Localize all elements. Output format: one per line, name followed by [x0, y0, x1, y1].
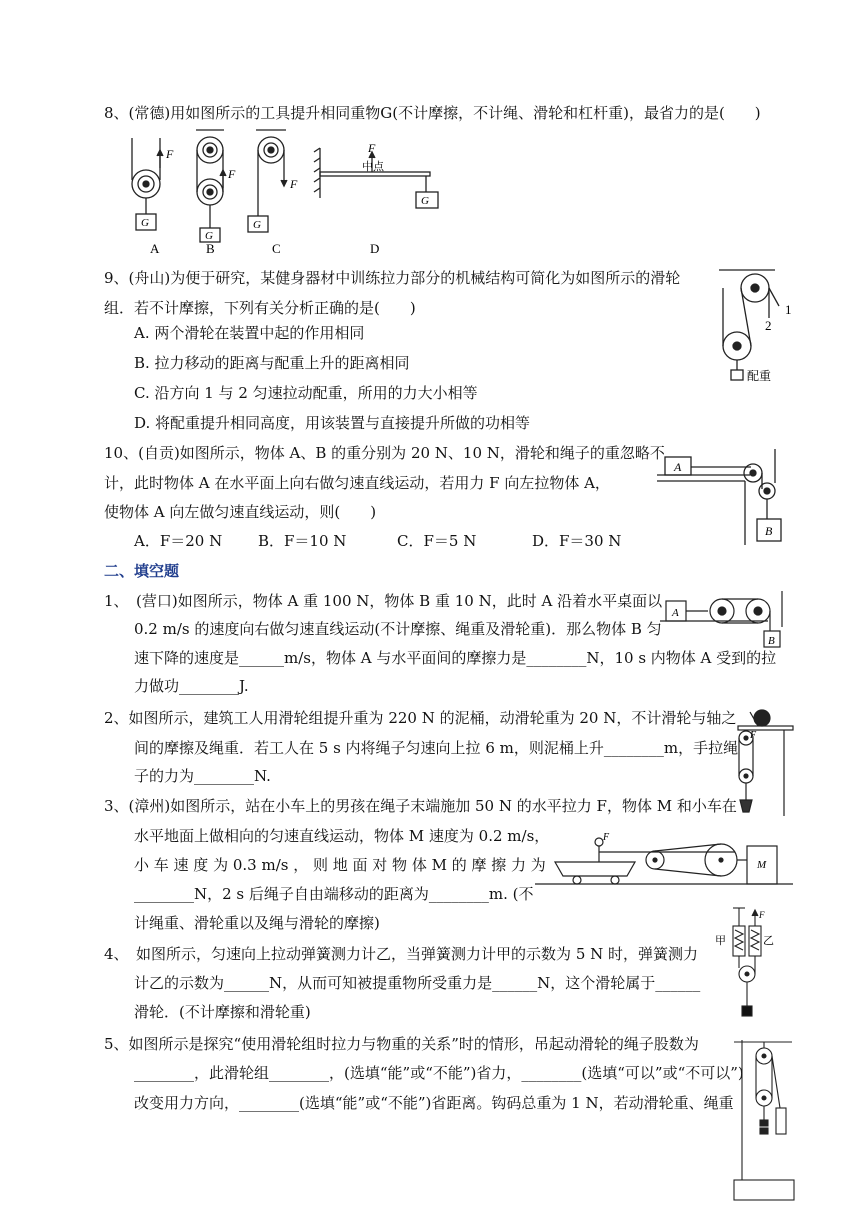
f5-stem-2: ________，此滑轮组________，(选填“能”或“不能”)省力，________(选填“可以”或“不可以”) — [134, 1064, 744, 1082]
q10-option-c: C．F＝5 N — [397, 532, 477, 550]
f1-figure — [658, 591, 798, 651]
q8-c-force: F — [290, 177, 298, 191]
q8-d-midpoint: 中点 — [362, 161, 384, 173]
q8-label-c: C — [272, 241, 281, 256]
q9-option-a: A. 两个滑轮在装置中起的作用相同 — [134, 324, 365, 342]
q9-option-b: B. 拉力移动的距离与配重上升的距离相同 — [134, 354, 410, 372]
f4-stem-2: 计乙的示数为______N，从而可知被提重物所受重力是______N，这个滑轮属于______ — [134, 974, 701, 992]
q10-fig-b: B — [765, 524, 773, 538]
q10-stem-2: 计，此时物体 A 在水平面上向右做匀速直线运动，若用力 F 向左拉物体 A， — [104, 474, 610, 492]
q8-label-a: A — [150, 241, 160, 256]
q8-b-weight: G — [205, 230, 213, 242]
q10-fig-a: A — [674, 460, 682, 474]
f2-stem-1: 2、如图所示，建筑工人用滑轮组提升重为 220 N 的泥桶，动滑轮重为 20 N，不计滑轮与轴之 — [104, 709, 737, 727]
q8-stem: 8、(常德)用如图所示的工具提升相同重物G(不计摩擦，不计绳、滑轮和杠杆重)，最省力的是( ) — [104, 104, 761, 122]
f3-stem-4: ________N，2 s 后绳子自由端移动的距离为________m. (不 — [134, 885, 534, 903]
q9-fig-weight: 配重 — [747, 369, 772, 383]
q10-option-a: A．F＝20 N — [134, 532, 223, 550]
f1-stem-2: 0.2 m/s 的速度向右做匀速直线运动(不计摩擦、绳重及滑轮重)．那么物体 B 匀 — [134, 620, 662, 638]
f4-fig-jia: 甲 — [715, 935, 726, 947]
f4-fig-force: F — [759, 910, 765, 920]
f3-stem-2: 水平地面上做相向的匀速直线运动，物体 M 速度为 0.2 m/s， — [134, 827, 550, 845]
q8-a-weight: G — [141, 217, 149, 229]
f3-fig-m: M — [757, 859, 767, 871]
f1-stem-1: 1、 (营口)如图所示，物体 A 重 100 N，物体 B 重 10 N，此时 A 沿着水平桌面以 — [104, 592, 663, 610]
f3-stem-1: 3、(漳州)如图所示，站在小车上的男孩在绳子末端施加 50 N 的水平拉力 F，物体 M 和小车在 — [104, 797, 737, 815]
f3-stem-5: 计绳重、滑轮重以及绳与滑轮的摩擦) — [134, 914, 380, 932]
f3-stem-3: 小 车 速 度 为 0.3 m/s ， 则 地 面 对 物 体 M 的 摩 擦 力 为 — [134, 856, 546, 874]
f5-stem-1: 5、如图所示是探究“使用滑轮组时拉力与物重的关系”时的情形，吊起动滑轮的绳子股数为 — [104, 1035, 699, 1053]
q8-fig-c — [248, 130, 287, 232]
f4-figure — [705, 906, 775, 1024]
q8-c-weight: G — [253, 219, 261, 231]
q8-label-b: B — [206, 241, 215, 256]
f2-stem-3: 子的力为________N. — [134, 767, 271, 785]
q10-option-d: D．F＝30 N — [532, 532, 622, 550]
f1-fig-a: A — [672, 607, 679, 619]
q10-option-b: B．F＝10 N — [258, 532, 347, 550]
q8-fig-b — [196, 130, 226, 242]
f4-fig-yi: 乙 — [763, 935, 774, 947]
q8-label-d: D — [370, 241, 380, 256]
f5-figure — [730, 1028, 800, 1208]
q10-figure — [655, 445, 795, 555]
section-heading: 二、填空题 — [104, 562, 180, 580]
q8-b-force: F — [228, 167, 236, 181]
q8-d-weight: G — [421, 195, 429, 207]
q9-option-c: C. 沿方向 1 与 2 匀速拉动配重，所用的力大小相等 — [134, 384, 478, 402]
q9-stem-1: 9、(舟山)为便于研究，某健身器材中训练拉力部分的机械结构可简化为如图所示的滑轮 — [104, 269, 681, 287]
f5-stem-3: 改变用力方向，________(选填“能”或“不能”)省距离。钩码总重为 1 N，若动滑轮重、绳重 — [134, 1094, 734, 1112]
f4-stem-1: 4、 如图所示，匀速向上拉动弹簧测力计乙，当弹簧测力计甲的示数为 5 N 时，弹簧测力 — [104, 945, 699, 963]
q9-stem-2: 组．若不计摩擦，下列有关分析正确的是( ) — [104, 299, 416, 317]
f3-fig-force: F — [603, 832, 610, 843]
q9-option-d: D. 将配重提升相同高度，用该装置与直接提升所做的功相等 — [134, 414, 531, 432]
q8-a-force: F — [166, 147, 174, 161]
f4-stem-3: 滑轮．(不计摩擦和滑轮重) — [134, 1003, 311, 1021]
f1-stem-4: 力做功________J. — [134, 677, 249, 695]
q10-stem-3: 使物体 A 向左做匀速直线运动，则( ) — [104, 503, 377, 521]
q8-figure — [120, 128, 450, 263]
f1-stem-3: 速下降的速度是______m/s，物体 A 与水平面间的摩擦力是________N，10 s 内物体 A 受到的拉 — [134, 649, 777, 667]
q8-fig-d — [314, 148, 438, 208]
f2-fig-force: F — [750, 730, 757, 741]
q8-d-force: F — [368, 141, 376, 155]
f3-figure — [535, 830, 795, 890]
f2-stem-2: 间的摩擦及绳重．若工人在 5 s 内将绳子匀速向上拉 6 m，则泥桶上升________m，手拉绳 — [134, 739, 739, 757]
f1-fig-b: B — [768, 635, 775, 647]
q9-fig-dir-2: 2 — [765, 318, 772, 333]
q10-stem-1: 10、(自贡)如图所示，物体 A、B 的重分别为 20 N、10 N，滑轮和绳子的重忽略不 — [104, 444, 665, 462]
q9-figure — [715, 266, 815, 386]
f2-figure — [728, 706, 798, 826]
q9-fig-dir-1: 1 — [785, 302, 792, 317]
